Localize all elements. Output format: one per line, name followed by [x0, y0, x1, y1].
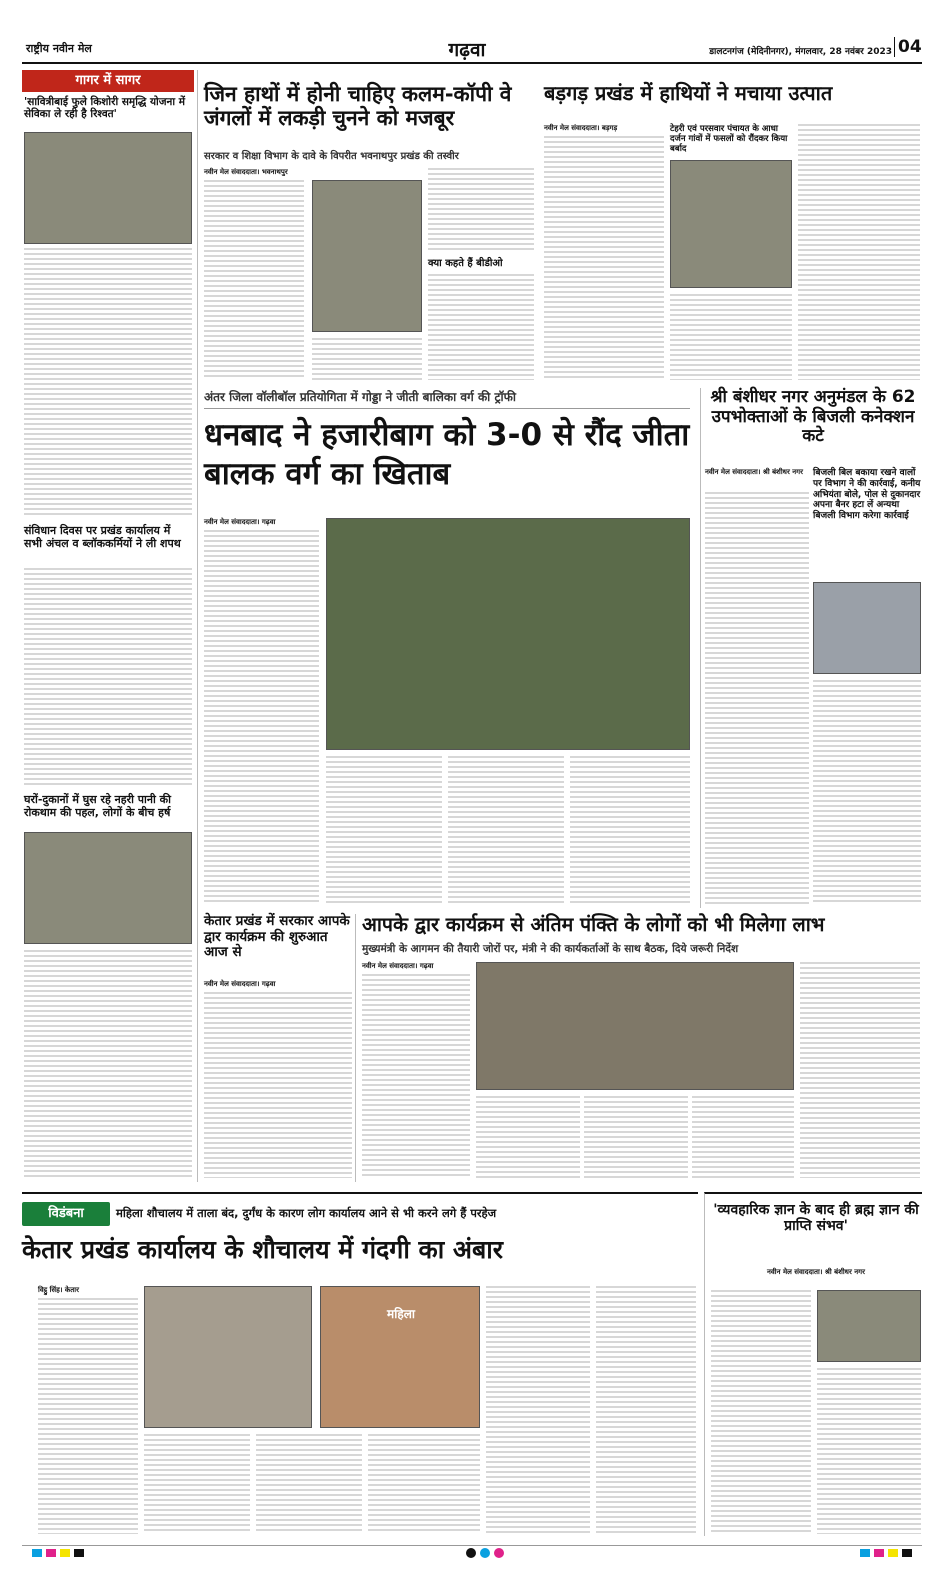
story-apke-dwar-body-1: [362, 974, 470, 1178]
sidebar-tag: गागर में सागर: [22, 70, 194, 92]
story-volleyball-byline: नवीन मेल संवाददाता। गढ़वा: [204, 518, 276, 526]
sidebar-story2-body: [24, 568, 192, 786]
story-electricity-body-2: [813, 680, 921, 904]
story-toilet-tag: विडंबना: [22, 1202, 110, 1226]
page-number: 04: [894, 37, 922, 57]
story-toilet-kicker: महिला शौचालय में ताला बंद, दुर्गंध के कारण लोग कार्यालय आने से भी करने लगे हैं परहेज: [116, 1206, 497, 1220]
masthead-logo: राष्ट्रीय नवीन मेल: [26, 42, 92, 55]
story-elephants-body-1: [544, 136, 664, 380]
story-electricity-photo: [813, 582, 921, 674]
story-toilet-body-5: [486, 1286, 590, 1534]
story-apke-dwar-photo: [476, 962, 794, 1090]
story-volleyball-body-4: [570, 756, 690, 904]
story-toilet-body-2: [144, 1434, 250, 1534]
story-volleyball-kicker: अंतर जिला वॉलीबॉल प्रतियोगिता में गोड्डा ने जीती बालिका वर्ग की ट्रॉफी: [204, 388, 690, 409]
story-toilet-byline: विट्ठु सिंह। केतार: [38, 1286, 79, 1294]
story-electricity: [700, 388, 922, 908]
story-volleyball: [204, 388, 692, 908]
sidebar-story3-headline: घरों-दुकानों में घुस रहे नहरी पानी की रोकथाम की पहल, लोगों के बीच हर्ष: [24, 793, 171, 819]
story-ketar: [204, 914, 356, 1182]
story-kalam-body-1: [204, 180, 304, 380]
toilet-sign-text: महिला: [387, 1307, 415, 1321]
story-elephants: [544, 82, 922, 382]
story-apke-dwar-body-4: [692, 1096, 794, 1178]
story-toilet-photo-2: [320, 1286, 480, 1428]
story-apke-dwar-byline: नवीन मेल संवाददाता। गढ़वा: [362, 962, 434, 970]
story-toilet-photo-1: [144, 1286, 312, 1428]
story-toilet-headline: केतार प्रखंड कार्यालय के शौचालय में गंदगी का अंबार: [22, 1235, 504, 1264]
color-registration-strip: [22, 1545, 922, 1559]
story-elephants-body-3: [798, 124, 920, 380]
story-gyan-byline: नवीन मेल संवाददाता। श्री बंशीधर नगर: [767, 1268, 865, 1276]
story-elephants-caption: टेहरी एवं परसवार पंचायत के आधा दर्जन गांवों में फसलों को रौंदकर किया बर्बाद: [670, 124, 788, 155]
sidebar-story1-body: [24, 248, 192, 518]
story-kalam-body-2: [312, 338, 422, 380]
sidebar-photo-1: [24, 132, 192, 244]
story-apke-dwar-headline: आपके द्वार कार्यक्रम से अंतिम पंक्ति के लोगों को भी मिलेगा लाभ: [362, 913, 825, 936]
story-volleyball-body-3: [448, 756, 564, 904]
story-apke-dwar-body-2: [476, 1096, 580, 1178]
sidebar-story2-headline: संविधान दिवस पर प्रखंड कार्यालय में सभी अंचल व ब्लॉककर्मियों ने ली शपथ: [24, 524, 181, 550]
story-electricity-headline: श्री बंशीधर नगर अनुमंडल के 62 उपभोक्ताओं के बिजली कनेक्शन कटे: [710, 387, 916, 447]
story-gyan-body-1: [711, 1290, 811, 1534]
story-apke-dwar-body-5: [800, 962, 920, 1178]
story-volleyball-headline: धनबाद ने हजारीबाग को 3-0 से रौंद जीता बालक वर्ग का खिताब: [204, 417, 690, 492]
story-gyan-photo: [817, 1290, 921, 1362]
story-kalam-body-4: [428, 274, 534, 380]
story-kalam-deck: सरकार व शिक्षा विभाग के दावे के विपरीत भवनाथपुर प्रखंड की तस्वीर: [204, 151, 459, 162]
sidebar-photo-2: [24, 832, 192, 944]
story-elephants-headline: बड़गड़ प्रखंड में हाथियों ने मचाया उत्पात: [544, 81, 833, 105]
story-volleyball-body-2: [326, 756, 442, 904]
story-toilet-body-3: [256, 1434, 362, 1534]
section-title: गढ़वा: [448, 39, 486, 61]
story-gyan: [704, 1192, 922, 1536]
story-volleyball-body-1: [204, 530, 319, 904]
story-gyan-headline: 'व्यवहारिक ज्ञान के बाद ही ब्रह्म ज्ञान की प्राप्ति संभव': [713, 1202, 919, 1235]
story-apke-dwar-body-3: [584, 1096, 688, 1178]
story-elephants-photo: [670, 160, 792, 288]
story-toilet: [22, 1192, 698, 1536]
sidebar-story1-headline: 'सावित्रीबाई फुले किशोरी समृद्धि योजना में सेविका ले रही है रिश्वत': [24, 96, 186, 121]
story-electricity-box: बिजली बिल बकाया रखने वालों पर विभाग ने की कार्रवाई, कनीय अभियंता बोले, पोल से दुकानदार अपना बैनर हटा लें अन्यथा बिजली विभाग करेगा कार्रवाई: [813, 468, 921, 522]
story-kalam-byline: नवीन मेल संवाददाता। भवनाथपुर: [204, 168, 288, 176]
story-kalam-photo: [312, 180, 422, 332]
story-electricity-body-1: [705, 492, 809, 904]
story-toilet-body-4: [368, 1434, 480, 1534]
story-apke-dwar: [362, 914, 922, 1182]
story-elephants-byline: नवीन मेल संवाददाता। बड़गड़: [544, 124, 618, 132]
story-gyan-body-2: [817, 1368, 921, 1534]
story-volleyball-photo: [326, 518, 690, 750]
dateline: डालटनगंज (मेदिनीनगर), मंगलवार, 28 नवंबर 2023: [709, 47, 892, 57]
story-elephants-body-2: [670, 294, 792, 380]
sidebar: [22, 70, 198, 1182]
story-apke-dwar-deck: मुख्यमंत्री के आगमन की तैयारी जोरों पर, मंत्री ने की कार्यकर्ताओं के साथ बैठक, दिये जरूरी निर्देश: [362, 943, 739, 955]
story-ketar-headline: केतार प्रखंड में सरकार आपके द्वार कार्यक्रम की शुरुआत आज से: [204, 913, 350, 961]
story-kalam-body-3: [428, 168, 534, 253]
story-kalam-copy: [204, 82, 536, 382]
story-toilet-body-1: [38, 1298, 138, 1534]
story-kalam-headline: जिन हाथों में होनी चाहिए कलम-कॉपी वे जंगलों में लकड़ी चुनने को मजबूर: [204, 82, 512, 131]
story-toilet-body-6: [596, 1286, 696, 1534]
story-ketar-byline: नवीन मेल संवाददाता। गढ़वा: [204, 980, 276, 988]
sidebar-story3-body: [24, 950, 192, 1178]
story-ketar-body: [204, 992, 352, 1178]
story-electricity-byline: नवीन मेल संवाददाता। श्री बंशीधर नगर: [705, 468, 803, 476]
story-kalam-subhead: क्या कहते हैं बीडीओ: [428, 258, 503, 269]
masthead: [22, 34, 922, 64]
